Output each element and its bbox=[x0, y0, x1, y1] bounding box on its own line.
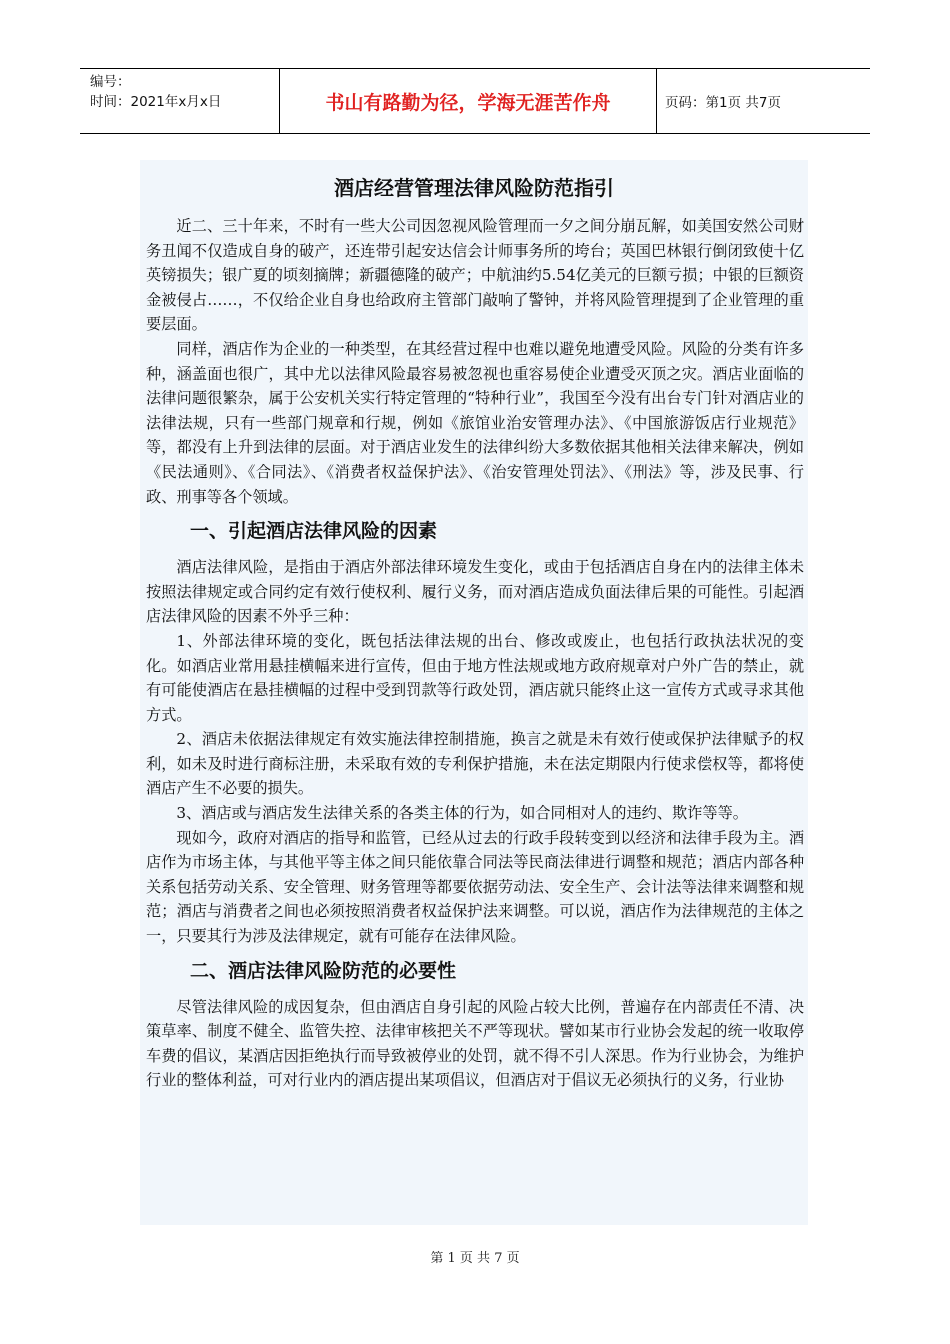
section-1-heading: 一、引起酒店法律风险的因素 bbox=[190, 520, 438, 543]
page-footer: 第 1 页 共 7 页 bbox=[430, 1251, 520, 1266]
header-meta-cell bbox=[80, 69, 280, 133]
header-motto: 书山有路勤为径，学海无涯苦作舟 bbox=[280, 69, 657, 133]
document-number-label: 编号： bbox=[90, 74, 131, 90]
intro-paragraph-1: 近二、三十年来，不时有一些大公司因忽视风险管理而一夕之间分崩瓦解，如美国安然公司财务丑闻不仅造成自身的破产，还连带引起安达信会计师事务所的垮台；英国巴林银行倒闭致使十亿英镑损失；银广夏的顷刻摘牌；新疆德隆的破产；中航油约5.54亿美元的巨额亏损；中银的巨额资金被侵占……，不仅给企业自身也给政府主管部门敲响了警钟，并将风险管理提到了企业管理的重要层面。 bbox=[146, 217, 804, 334]
page-header bbox=[80, 68, 870, 134]
document-time-label: 时间：2021年x月x日 bbox=[90, 94, 222, 110]
section-1-paragraph-3: 2、酒店未依据法律规定有效实施法律控制措施，换言之就是未有效行使或保护法律赋予的权利，如未及时进行商标注册，未采取有效的专利保护措施，未在法定期限内行使求偿权等，都将使酒店产生不必要的损失。 bbox=[146, 730, 804, 798]
document-title: 酒店经营管理法律风险防范指引 bbox=[334, 176, 614, 200]
intro-paragraph-2: 同样，酒店作为企业的一种类型，在其经营过程中也难以避免地遭受风险。风险的分类有许多种，涵盖面也很广，其中尤以法律风险最容易被忽视也重容易使企业遭受灭顶之灾。酒店业面临的法律问题很繁杂，属于公安机关实行特定管理的“特种行业”，我国至今没有出台专门针对酒店业的法律法规，只有一些部门规章和行规，例如《旅馆业治安管理办法》、《中国旅游饭店行业规范》等，都没有上升到法律的层面。对于酒店业发生的法律纠纷大多数依据其他相关法律来解决，例如《民法通则》、《合同法》、《消费者权益保护法》、《治安管理处罚法》、《刑法》等，涉及民事、行政、刑事等各个领域。 bbox=[146, 339, 804, 506]
section-1-paragraph-4: 3、酒店或与酒店发生法律关系的各类主体的行为，如合同相对人的违约、欺诈等等。 bbox=[176, 804, 748, 823]
header-page-number: 页码：第1页 共7页 bbox=[665, 95, 781, 111]
section-2-heading: 二、酒店法律风险防范的必要性 bbox=[190, 959, 457, 982]
section-1-paragraph-5: 现如今，政府对酒店的指导和监管，已经从过去的行政手段转变到以经济和法律手段为主。酒店作为市场主体，与其他平等主体之间只能依靠合同法等民商法律进行调整和规范；酒店内部各种关系包括劳动关系、安全管理、财务管理等都要依据劳动法、安全生产、会计法等法律来调整和规范；酒店与消费者之间也必须按照消费者权益保护法来调整。可以说，酒店作为法律规范的主体之一，只要其行为涉及法律规定，就有可能存在法律风险。 bbox=[146, 828, 804, 946]
section-1-paragraph-1: 酒店法律风险，是指由于酒店外部法律环境发生变化，或由于包括酒店自身在内的法律主体未按照法律规定或合同约定有效行使权利、履行义务，而对酒店造成负面法律后果的可能性。引起酒店法律风险的因素不外乎三种： bbox=[146, 558, 804, 626]
section-2-paragraph-1: 尽管法律风险的成因复杂，但由酒店自身引起的风险占较大比例，普遍存在内部责任不清、决策草率、制度不健全、监管失控、法律审核把关不严等现状。譬如某市行业协会发起的统一收取停车费的倡议，某酒店因拒绝执行而导致被停业的处罚，就不得不引人深思。作为行业协会，为维护行业的整体利益，可对行业内的酒店提出某项倡议，但酒店对于倡议无必须执行的义务，行业协 bbox=[146, 997, 804, 1090]
section-1-paragraph-2: 1、外部法律环境的变化，既包括法律法规的出台、修改或废止，也包括行政执法状况的变化。如酒店业常用悬挂横幅来进行宣传，但由于地方性法规或地方政府规章对户外广告的禁止，就有可能使酒店在悬挂横幅的过程中受到罚款等行政处罚，酒店就只能终止这一宣传方式或寻求其他方式。 bbox=[146, 631, 804, 724]
document-body bbox=[140, 160, 808, 1225]
